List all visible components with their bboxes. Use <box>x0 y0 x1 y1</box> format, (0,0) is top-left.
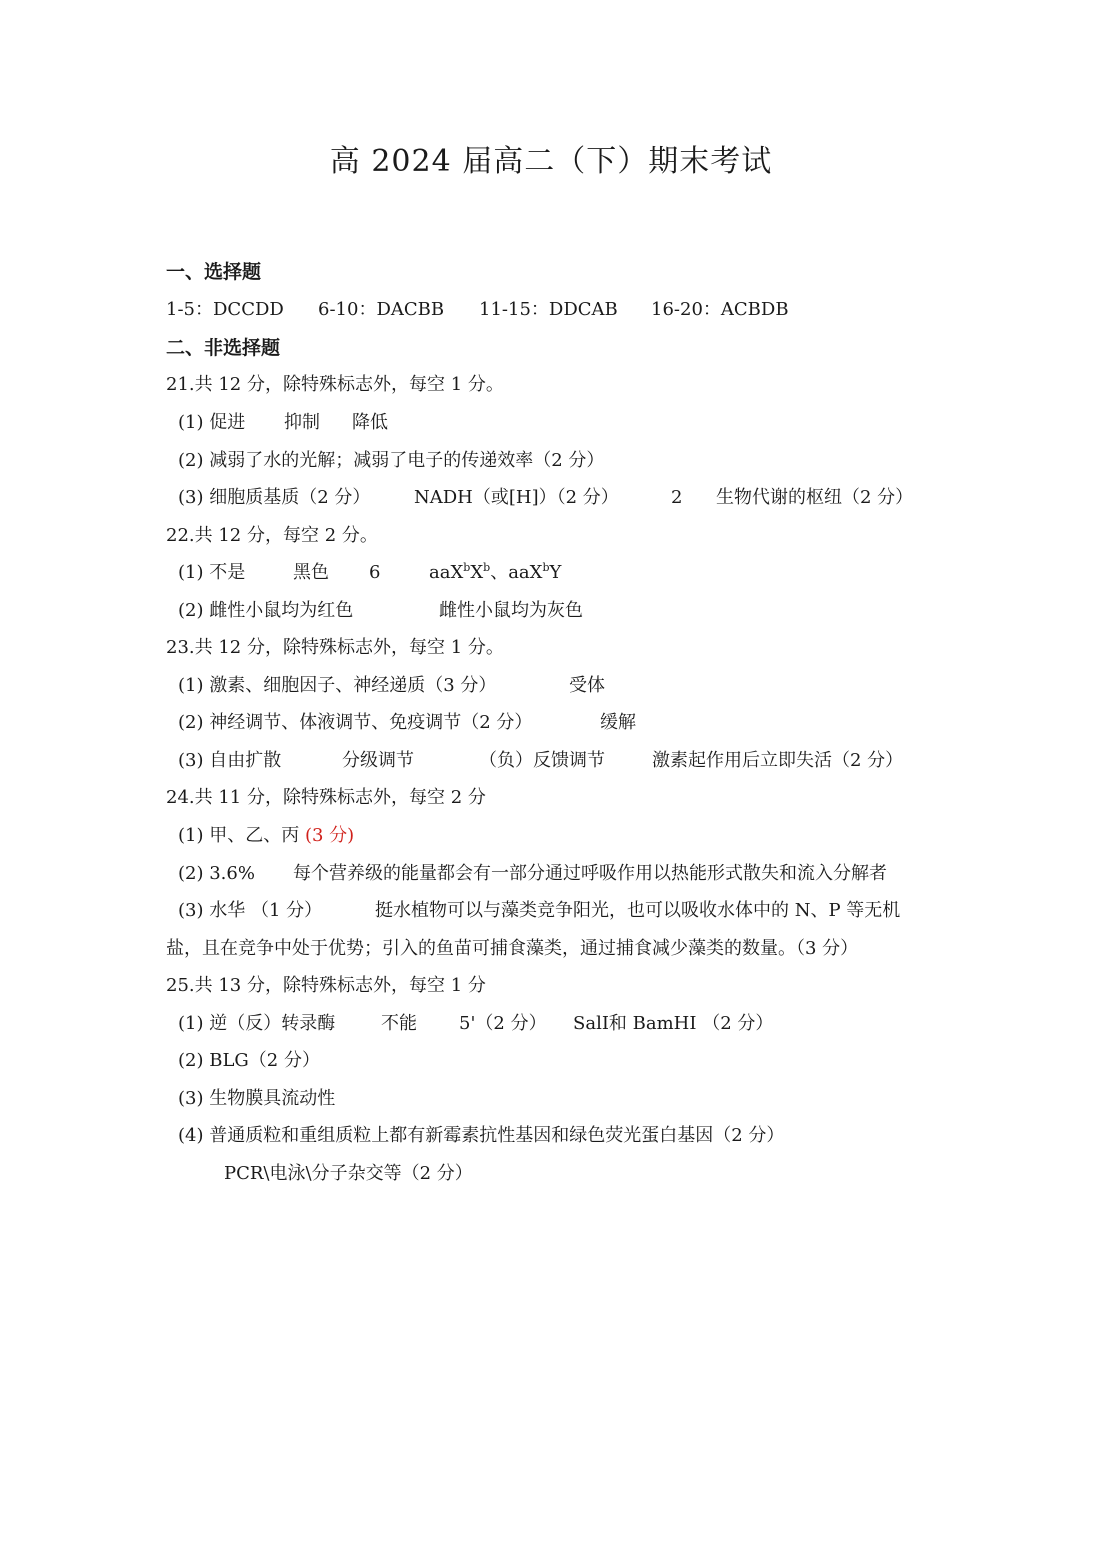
q21-p1-b: 抑制 <box>284 412 320 433</box>
q22-p1-c: 6 <box>369 562 381 583</box>
q21-part2: (2) 减弱了水的光解；减弱了电子的传递效率（2 分） <box>178 450 605 471</box>
q21-p1-a: (1) 促进 <box>178 412 246 433</box>
page-title: 高 2024 届高二（下）期末考试 <box>329 144 773 179</box>
q25-p1-d: SalⅠ和 BamHⅠ （2 分） <box>573 1013 774 1034</box>
q21-p1-c: 降低 <box>352 412 388 433</box>
choice-answer-1-5: 1-5：DCCDD <box>166 299 284 320</box>
q25-p1-c: 5'（2 分） <box>459 1013 547 1034</box>
q23-p3-c: （负）反馈调节 <box>479 750 605 771</box>
q24-part2 <box>178 861 887 887</box>
q23-part1 <box>178 673 605 699</box>
q24-p1-text: (1) 甲、乙、丙 <box>178 825 300 846</box>
genotype-part: aaX <box>429 562 464 583</box>
q24-p2-b: 每个营养级的能量都会有一部分通过呼吸作用以热能形式散失和流入分解者 <box>293 863 887 884</box>
genotype-part: Y <box>549 562 562 583</box>
q24-part3-continued: 盐，且在竞争中处于优势；引入的鱼苗可捕食藻类，通过捕食减少藻类的数量。（3 分） <box>166 938 859 959</box>
q23-part2 <box>178 710 636 736</box>
q24-p1-score-red: (3 分) <box>304 825 355 846</box>
q23-p2-a: (2) 神经调节、体液调节、免疫调节（2 分） <box>178 712 533 733</box>
q24-part3 <box>178 898 900 924</box>
q25-part4-continued: PCR\电泳\分子杂交等（2 分） <box>224 1163 473 1184</box>
q23-part3 <box>178 748 903 774</box>
q25-p1-a: (1) 逆（反）转录酶 <box>178 1013 336 1034</box>
q22-p2-b: 雌性小鼠均为灰色 <box>439 600 583 621</box>
q22-p1-b: 黑色 <box>293 562 329 583</box>
q25-part4: (4) 普通质粒和重组质粒上都有新霉素抗性基因和绿色荧光蛋白基因（2 分） <box>178 1125 785 1146</box>
q21-p3-b: NADH（或[H]）（2 分） <box>414 487 619 508</box>
q22-p1-a: (1) 不是 <box>178 562 246 583</box>
q21-p3-d: 生物代谢的枢纽（2 分） <box>716 487 914 508</box>
q24-p3-b: 挺水植物可以与藻类竞争阳光，也可以吸收水体中的 N、P 等无机 <box>375 900 901 921</box>
q22-p1-genotype <box>429 560 561 586</box>
genotype-part: X <box>470 562 484 583</box>
q24-part1 <box>178 823 354 849</box>
choice-answers-row <box>166 297 789 323</box>
q22-p2-a: (2) 雌性小鼠均为红色 <box>178 600 354 621</box>
q21-part1 <box>178 410 388 436</box>
q23-p1-a: (1) 激素、细胞因子、神经递质（3 分） <box>178 675 497 696</box>
genotype-sup: b <box>483 561 491 574</box>
section-heading-non-choice: 二、非选择题 <box>166 337 281 359</box>
q21-header: 21.共 12 分，除特殊标志外，每空 1 分。 <box>166 374 504 395</box>
q21-p3-a: (3) 细胞质基质（2 分） <box>178 487 371 508</box>
q23-p3-d: 激素起作用后立即失活（2 分） <box>652 750 904 771</box>
choice-answer-6-10: 6-10：DACBB <box>318 299 445 320</box>
q25-part3: (3) 生物膜具流动性 <box>178 1088 336 1109</box>
q23-p1-b: 受体 <box>569 675 605 696</box>
q25-part2: (2) BLG（2 分） <box>178 1050 320 1071</box>
q22-part1 <box>178 560 561 586</box>
q22-part2 <box>178 598 583 624</box>
q22-header: 22.共 12 分，每空 2 分。 <box>166 525 378 546</box>
genotype-sup: b <box>542 561 550 574</box>
q25-part1 <box>178 1011 773 1037</box>
section-heading-choice: 一、选择题 <box>166 261 262 283</box>
q25-header: 25.共 13 分，除特殊标志外，每空 1 分 <box>166 975 486 996</box>
genotype-part: 、aaX <box>490 562 543 583</box>
q23-p2-b: 缓解 <box>600 712 636 733</box>
q21-part3 <box>178 485 913 511</box>
q23-p3-a: (3) 自由扩散 <box>178 750 282 771</box>
q23-header: 23.共 12 分，除特殊标志外，每空 1 分。 <box>166 637 504 658</box>
choice-answer-11-15: 11-15：DDCAB <box>479 299 618 320</box>
q24-p2-a: (2) 3.6% <box>178 863 255 884</box>
genotype-sup: b <box>463 561 471 574</box>
choice-answer-16-20: 16-20：ACBDB <box>651 299 789 320</box>
q24-header: 24.共 11 分，除特殊标志外，每空 2 分 <box>166 787 486 808</box>
q21-p3-c: 2 <box>671 487 683 508</box>
q25-p1-b: 不能 <box>381 1013 417 1034</box>
q24-p3-a: (3) 水华 （1 分） <box>178 900 323 921</box>
q23-p3-b: 分级调节 <box>342 750 414 771</box>
